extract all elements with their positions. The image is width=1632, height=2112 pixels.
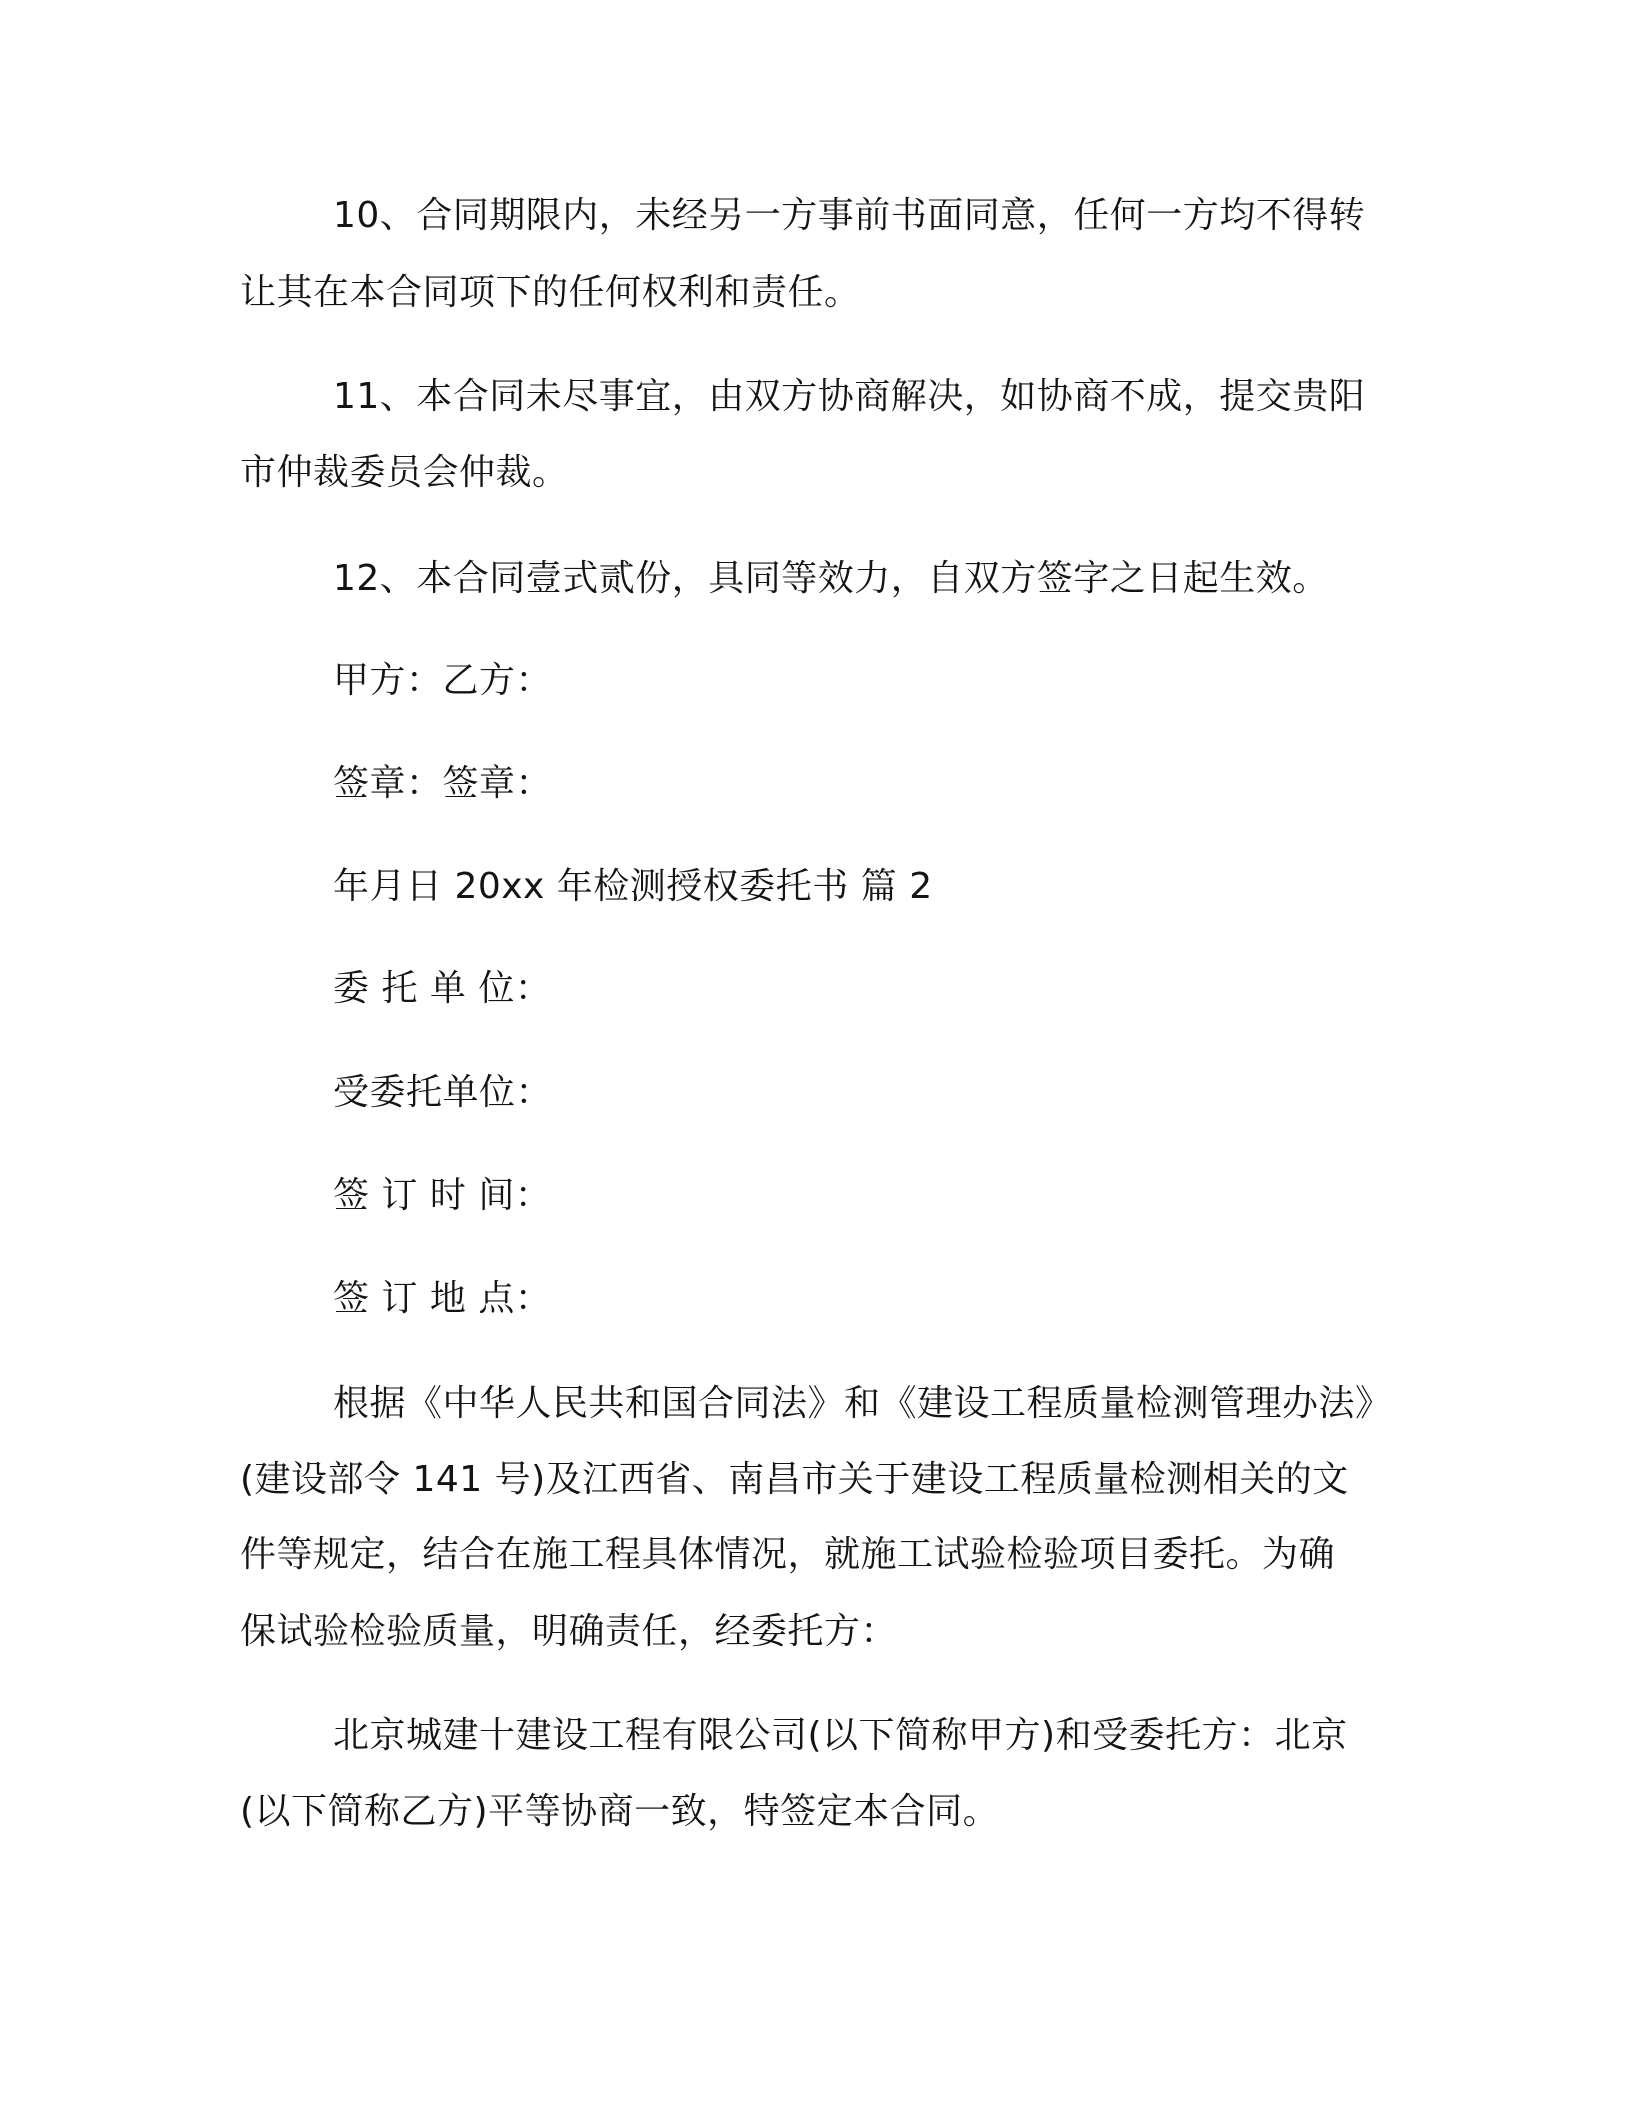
paragraph-line: 市仲裁委员会仲裁。 bbox=[240, 452, 569, 493]
paragraph-line: 保试验检验质量，明确责任，经委托方： bbox=[240, 1611, 898, 1652]
paragraph-line: (建设部令 141 号)及江西省、南昌市关于建设工程质量检测相关的文 bbox=[240, 1459, 1349, 1500]
paragraph-line: 件等规定，结合在施工程具体情况，就施工试验检验项目委托。为确 bbox=[240, 1534, 1336, 1575]
paragraph-line: 12、本合同壹式贰份，具同等效力，自双方签字之日起生效。 bbox=[333, 558, 1329, 599]
paragraph-line: 北京城建十建设工程有限公司(以下简称甲方)和受委托方：北京 bbox=[333, 1715, 1348, 1756]
field-label: 签 订 地 点： bbox=[333, 1278, 552, 1319]
field-label: 委 托 单 位： bbox=[333, 968, 552, 1009]
field-label: 受委托单位： bbox=[333, 1072, 553, 1113]
paragraph-line: 根据《中华人民共和国合同法》和《建设工程质量检测管理办法》 bbox=[333, 1383, 1392, 1424]
paragraph-line: 让其在本合同项下的任何权利和责任。 bbox=[240, 272, 861, 313]
paragraph-line: 10、合同期限内，未经另一方事前书面同意，任何一方均不得转 bbox=[333, 195, 1366, 236]
party-line: 甲方：乙方： bbox=[333, 660, 553, 701]
field-label: 签 订 时 间： bbox=[333, 1175, 552, 1216]
heading-line: 年月日 20xx 年检测授权委托书 篇 2 bbox=[333, 866, 933, 907]
seal-line: 签章：签章： bbox=[333, 763, 553, 804]
paragraph-line: 11、本合同未尽事宜，由双方协商解决，如协商不成，提交贵阳 bbox=[333, 376, 1366, 417]
paragraph-line: (以下简称乙方)平等协商一致，特签定本合同。 bbox=[240, 1791, 1000, 1832]
